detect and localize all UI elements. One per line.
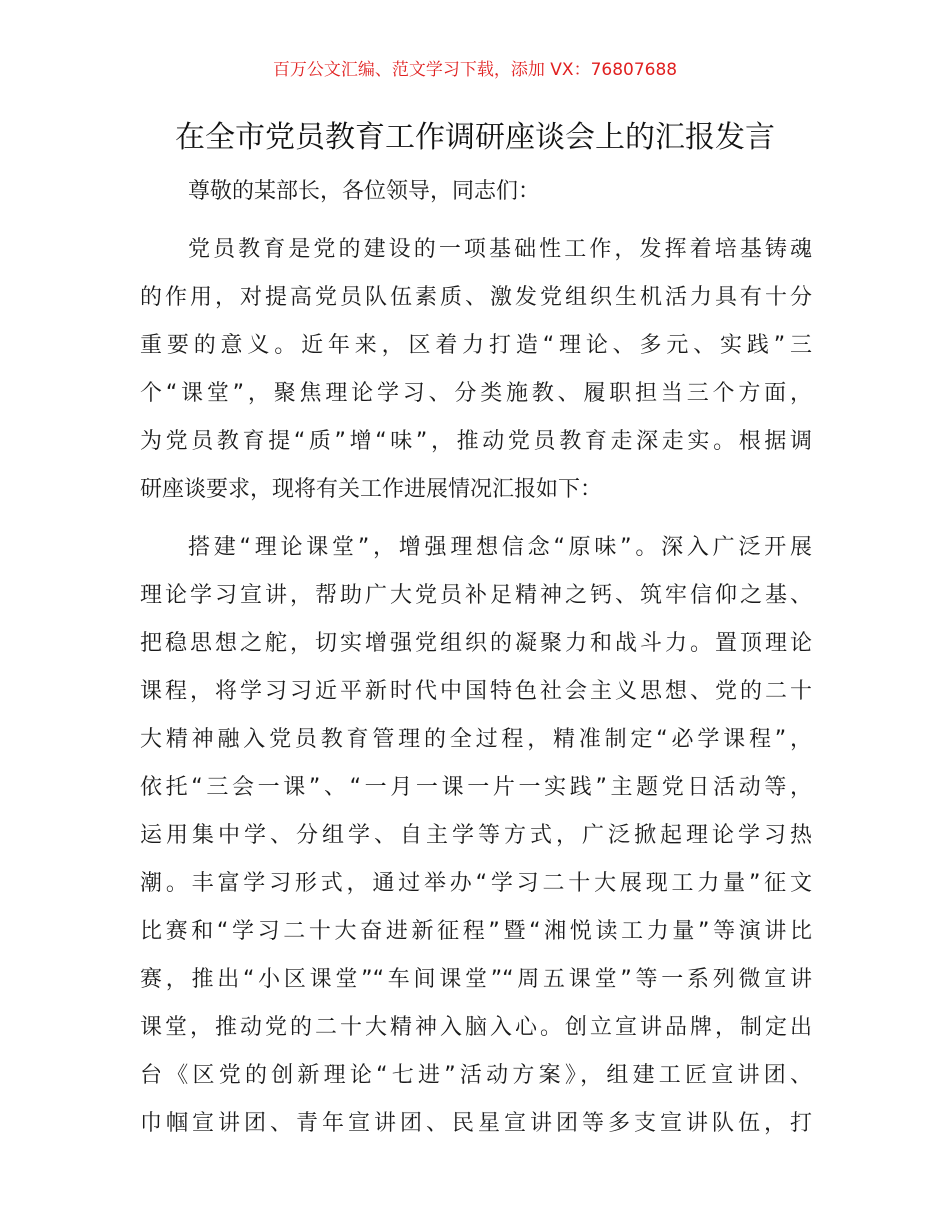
salutation-paragraph [140,168,812,216]
text-line: 为党员教育提“质”增“味”，推动党员教育走深走实。根据调 [140,429,812,454]
text-line: 运用集中学、分组学、自主学等方式，广泛掀起理论学习热 [140,823,812,848]
text-line: 把稳思想之舵，切实增强党组织的凝聚力和战斗力。置顶理论 [140,631,812,656]
paragraph-intro [140,226,812,514]
paragraph-theory-classroom [140,524,812,1148]
text-line: 课程，将学习习近平新时代中国特色社会主义思想、党的二十 [140,679,812,704]
text-line: 大精神融入党员教育管理的全过程，精准制定“必学课程”， [140,727,812,752]
text-line: 巾帼宣讲团、青年宣讲团、民星宣讲团等多支宣讲队伍，打 [140,1111,812,1136]
header-watermark-note: 百万公文汇编、范文学习下载，添加 VX：76807688 [272,60,678,80]
document-title: 在全市党员教育工作调研座谈会上的汇报发言 [175,120,775,155]
text-line: 理论学习宣讲，帮助广大党员补足精神之钙、筑牢信仰之基、 [140,583,812,608]
text-line: 重要的意义。近年来，区着力打造“理论、多元、实践”三 [140,333,812,358]
text-line: 个“课堂”，聚焦理论学习、分类施教、履职担当三个方面， [140,381,812,406]
text-line: 的作用，对提高党员队伍素质、激发党组织生机活力具有十分 [140,285,812,310]
text-line: 研座谈要求，现将有关工作进展情况汇报如下： [140,477,603,502]
text-line: 搭建“理论课堂”，增强理想信念“原味”。深入广泛开展 [188,535,812,560]
text-line: 潮。丰富学习形式，通过举办“学习二十大展现工力量”征文 [140,871,812,896]
salutation-line: 尊敬的某部长，各位领导，同志们： [188,179,541,204]
text-line: 赛，推出“小区课堂”“车间课堂”“周五课堂”等一系列微宣讲 [140,967,812,992]
document-body [140,168,812,1158]
text-line: 台《区党的创新理论“七进”活动方案》，组建工匠宣讲团、 [140,1063,812,1088]
text-line: 依托“三会一课”、“一月一课一片一实践”主题党日活动等， [140,775,812,800]
text-line: 党员教育是党的建设的一项基础性工作，发挥着培基铸魂 [188,237,812,262]
text-line: 比赛和“学习二十大奋进新征程”暨“湘悦读工力量”等演讲比 [140,919,812,944]
text-line: 课堂，推动党的二十大精神入脑入心。创立宣讲品牌，制定出 [140,1015,812,1040]
